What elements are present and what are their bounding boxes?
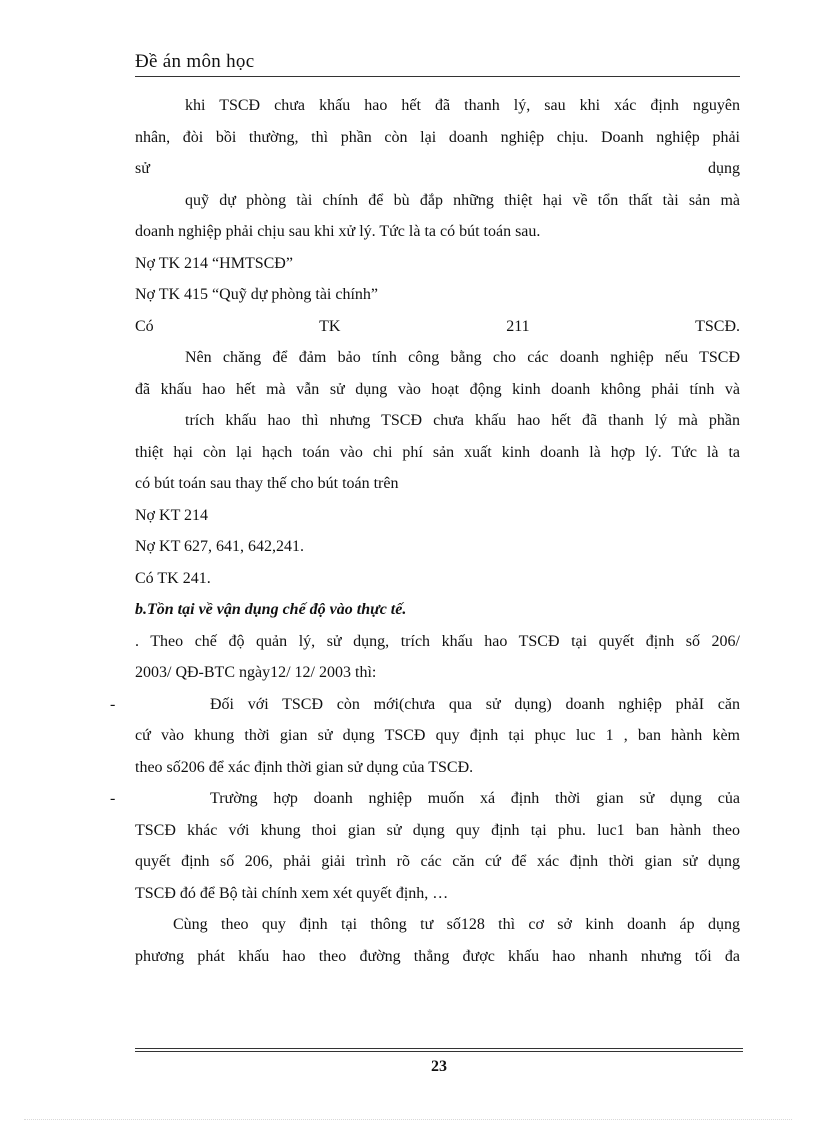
text-line: cứ vào khung thời gian sử dụng TSCĐ quy định tại phục luc 1 , ban hành kèm bbox=[135, 727, 740, 744]
bullet-dash: - bbox=[110, 695, 116, 713]
text-line: 2003/ QĐ-BTC ngày12/ 12/ 2003 thì: bbox=[135, 664, 377, 681]
text-line: . Theo chế độ quản lý, sử dụng, trích khấu hao TSCĐ tại quyết định số 206/ bbox=[135, 632, 740, 650]
section-heading: b.Tồn tại về vận dụng chế độ vào thực tế. bbox=[135, 601, 407, 618]
text-line: khi TSCĐ chưa khấu hao hết đã thanh lý, sau khi xác định nguyên bbox=[185, 97, 740, 114]
bullet-line bbox=[110, 689, 740, 721]
text-line: trích khấu hao thì nhưng TSCĐ chưa khấu hao hết đã thanh lý mà phần bbox=[185, 412, 740, 429]
entry-line: Nợ KT 627, 641, 642,241. bbox=[135, 538, 305, 555]
entry-line: Nợ TK 415 “Quỹ dự phòng tài chính” bbox=[135, 286, 379, 303]
entry-line: Có TK 241. bbox=[135, 569, 211, 587]
word-211: 211 bbox=[506, 317, 530, 335]
text-line: nhân, đòi bồi thường, thì phần còn lại doanh nghiệp chịu. Doanh nghiệp phải bbox=[135, 128, 740, 146]
footer-rule-bottom bbox=[135, 1051, 743, 1052]
page-header bbox=[135, 48, 740, 77]
header-title: Đề án môn học bbox=[135, 51, 255, 72]
text-line: quyết định số 206, phải giải trình rõ các căn cứ để xác định thời gian sử dụng bbox=[135, 853, 740, 870]
word-co: Có bbox=[135, 317, 154, 335]
bullet-dash: - bbox=[110, 790, 116, 807]
entry-line: Nợ TK 214 “HMTSCĐ” bbox=[135, 254, 293, 272]
text-line: TSCĐ khác với khung thoi gian sử dụng quy định tại phu. luc1 ban hành theo bbox=[135, 821, 740, 839]
text-line: doanh nghiệp phải chịu sau khi xử lý. Tức là ta có bút toán sau. bbox=[135, 223, 541, 240]
text-line: theo số206 để xác định thời gian sử dụng của TSCĐ. bbox=[135, 758, 474, 776]
text-line: TSCĐ đó để Bộ tài chính xem xét quyết định, … bbox=[135, 884, 449, 902]
entry-line: Nợ KT 214 bbox=[135, 506, 209, 524]
page-edge-divider bbox=[24, 1119, 792, 1120]
split-line-su-dung bbox=[135, 153, 740, 185]
word-tk: TK bbox=[319, 317, 341, 335]
footer-rule-top bbox=[135, 1048, 743, 1049]
text-line: quỹ dự phòng tài chính để bù đắp những thiệt hại về tổn thất tài sản mà bbox=[185, 191, 740, 209]
bullet-text: Đối với TSCĐ còn mới(chưa qua sử dụng) doanh nghiệp phảI căn bbox=[210, 695, 740, 713]
document-body bbox=[110, 90, 740, 972]
bullet-line bbox=[110, 783, 740, 815]
text-line: thiệt hại còn lại hạch toán vào chi phí sản xuất kinh doanh là hợp lý. Tức là ta bbox=[135, 443, 740, 461]
text-line: phương phát khấu hao theo đường thẳng được khấu hao nhanh nhưng tối đa bbox=[135, 947, 740, 965]
text-line: Cùng theo quy định tại thông tư số128 thì cơ sở kinh doanh áp dụng bbox=[173, 916, 740, 933]
text-line: Nên chăng để đảm bảo tính công bằng cho các doanh nghiệp nếu TSCĐ bbox=[185, 349, 740, 366]
word-dung: dụng bbox=[708, 160, 740, 177]
split-line-co-tk bbox=[135, 311, 740, 343]
word-su: sử bbox=[135, 160, 150, 177]
text-line: có bút toán sau thay thế cho bút toán trên bbox=[135, 475, 399, 492]
text-line: đã khấu hao hết mà vẫn sử dụng vào hoạt động kinh doanh không phải tính và bbox=[135, 380, 740, 398]
word-tscd: TSCĐ. bbox=[695, 317, 740, 335]
bullet-text: Trường hợp doanh nghiệp muốn xá định thời gian sử dụng của bbox=[210, 790, 740, 807]
page-number: 23 bbox=[431, 1058, 447, 1075]
